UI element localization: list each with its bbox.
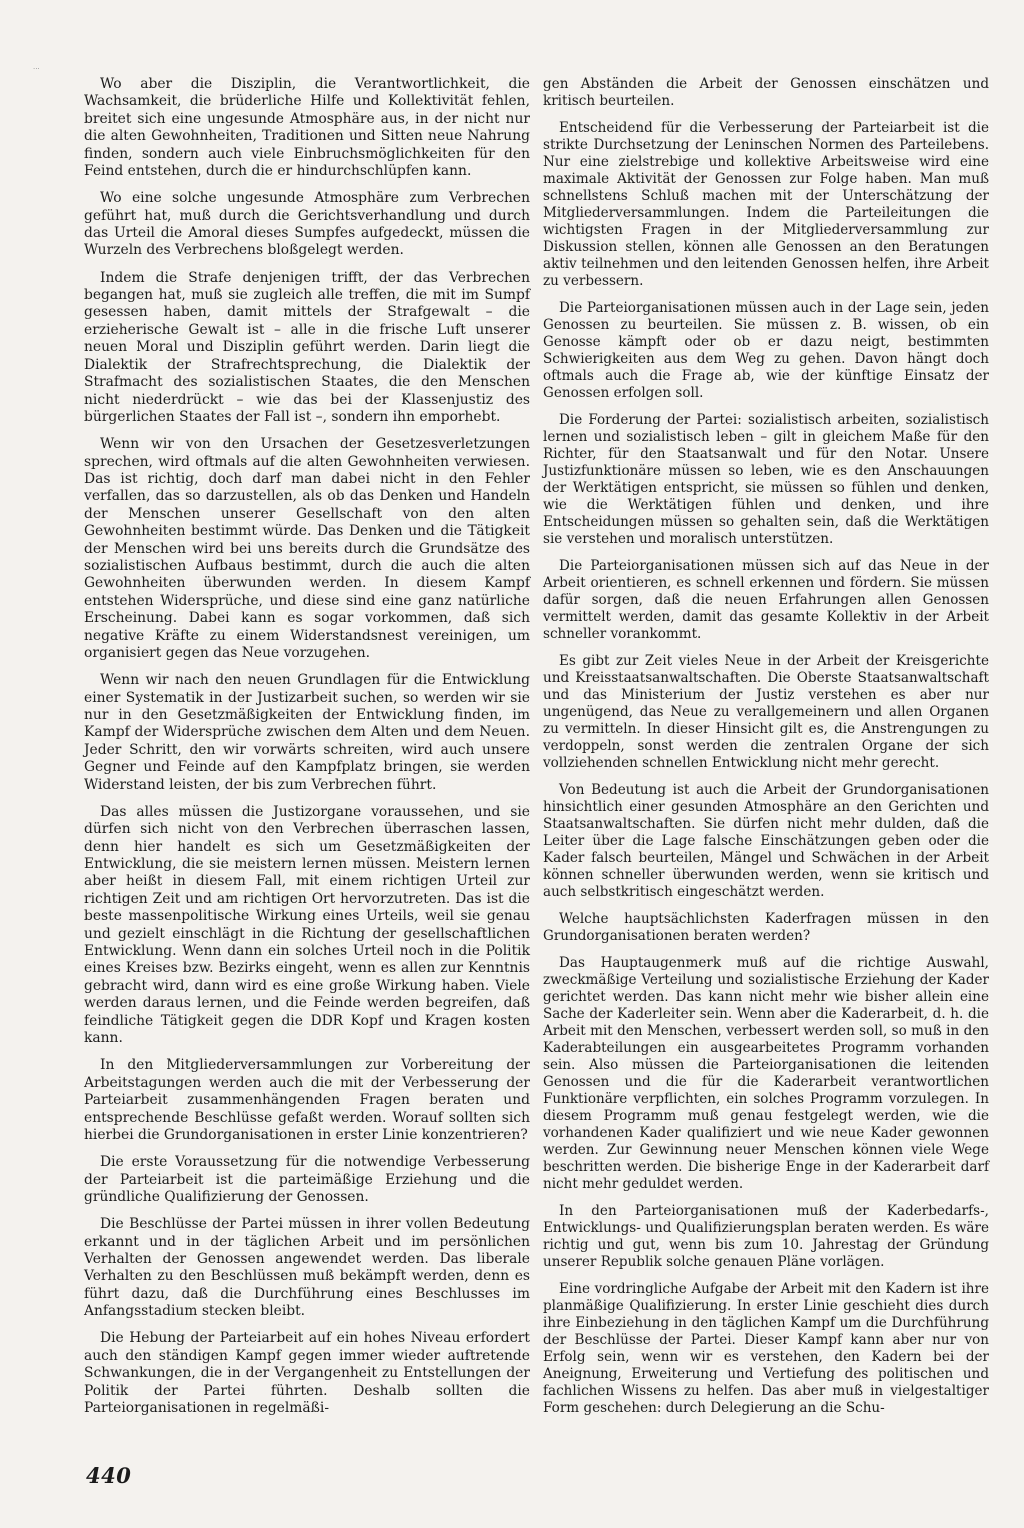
paragraph: Die erste Voraussetzung für die notwendige Verbesserung der Parteiarbeit ist die parteimäßige Erziehung und die gründliche Qualifizierung der Genossen. [84,1154,530,1205]
paragraph: Das Hauptaugenmerk muß auf die richtige Auswahl, zweckmäßige Verteilung und sozialistische Erziehung der Kader gerichtet werden. Das kann nicht mehr wie bisher allein eine Sache der Kaderleiter sein. Wenn aber die Kaderarbeit, d. h. die Arbeit mit den Menschen, verbessert werden soll, so muß in den Kaderabteilungen ein ausgearbeitetes Programm vorhanden sein. Also müssen die Parteiorganisationen die leitenden Genossen und die für die Kaderarbeit verantwortlichen Funktionäre verpflichten, ein solches Programm vorzulegen. In diesem Programm muß genau festgelegt werden, wie die vorhandenen Kader qualifiziert und wie neue Kader gewonnen werden. Zur Gewinnung neuer Menschen können viele Wege beschritten werden. Die bisherige Enge in der Kaderarbeit darf nicht mehr geduldet werden. [543,954,989,1193]
paragraph: In den Mitgliederversammlungen zur Vorbereitung der Arbeitstagungen werden auch die mit der Verbesserung der Parteiarbeit zusammenhängenden Fragen beraten und entsprechende Beschlüsse gefaßt werden. Worauf sollten sich hierbei die Grundorganisationen in erster Linie konzentrieren? [84,1057,530,1143]
paragraph: Die Parteiorganisationen müssen sich auf das Neue in der Arbeit orientieren, es schnell erkennen und fördern. Sie müssen dafür sorgen, daß die neuen Erfahrungen allen Genossen vermittelt werden, damit das gesamte Kollektiv in der Arbeit schneller vorankommt. [543,558,989,643]
right-text-column [543,76,989,1427]
paragraph: Das alles müssen die Justizorgane voraussehen, und sie dürfen sich nicht von den Verbrechen überraschen lassen, denn hier handelt es sich um Gesetzmäßigkeiten der Entwicklung, die sie meistern lernen müssen. Meistern lernen aber heißt in diesem Fall, mit einem richtigen Urteil zur richtigen Zeit und am richtigen Ort hervorzutreten. Das ist die beste massenpolitische Wirkung eines Urteils, weil sie genau und gezielt einschlägt in die Richtung der gesellschaftlichen Entwicklung. Wenn dann ein solches Urteil noch in die Politik eines Kreises bzw. Bezirks eingeht, wenn es allen zur Kenntnis gebracht wird, dann wird es eine große Wirkung haben. Viele werden daraus lernen, und die Feinde werden begreifen, daß feindliche Tätigkeit gegen die DDR Kopf und Kragen kosten kann. [84,803,530,1047]
left-text-column [84,76,530,1427]
paragraph: Entscheidend für die Verbesserung der Parteiarbeit ist die strikte Durchsetzung der Leninschen Normen des Parteilebens. Nur eine zielstrebige und kollektive Arbeitsweise wird eine maximale Aktivität der Genossen zur Folge haben. Man muß schnellstens Schluß machen mit der Unterschätzung der Mitgliederversammlungen. Indem die Parteileitungen die wichtigsten Fragen in der Mitgliederversammlung zur Diskussion stellen, können alle Genossen an den Beratungen aktiv teilnehmen und den leitenden Genossen helfen, ihre Arbeit zu verbessern. [543,119,989,290]
paragraph: Die Beschlüsse der Partei müssen in ihrer vollen Bedeutung erkannt und in der täglichen Arbeit und im persönlichen Verhalten der Genossen angewendet werden. Das liberale Verhalten zu den Beschlüssen muß bekämpft werden, denn es führt dazu, daß die Durchführung eines Beschlusses im Anfangsstadium stecken bleibt. [84,1216,530,1320]
paragraph: Eine vordringliche Aufgabe der Arbeit mit den Kadern ist ihre planmäßige Qualifizierung. In erster Linie geschieht dies durch ihre Einbeziehung in den täglichen Kampf um die Durchführung der Beschlüsse der Partei. Dieser Kampf kann aber nur von Erfolg sein, wenn wir es verstehen, den Kadern bei der Aneignung, Erweiterung und Vertiefung des politischen und fachlichen Wissens zu helfen. Das aber muß in vielgestaltiger Form geschehen: durch Delegierung an die Schu- [543,1281,989,1417]
paragraph: Wenn wir von den Ursachen der Gesetzesverletzungen sprechen, wird oftmals auf die alten Gewohnheiten verwiesen. Das ist richtig, doch darf man dabei nicht in den Fehler verfallen, das so darzustellen, als ob das Denken und Handeln der Menschen unserer Gesellschaft von den alten Gewohnheiten bestimmt würde. Das Denken und die Tätigkeit der Menschen wird bei uns bereits durch die Grundsätze des sozialistischen Aufbaus bestimmt, durch die auch die alten Gewohnheiten überwunden werden. In diesem Kampf entstehen Widersprüche, und diese sind eine ganz natürliche Erscheinung. Dabei kann es sogar vorkommen, daß sich negative Kräfte zu einem Widerstandsnest vereinigen, um organisiert gegen das Neue vorzugehen. [84,436,530,661]
corner-mark: ... [33,63,40,71]
paragraph: Die Parteiorganisationen müssen auch in der Lage sein, jeden Genossen zu beurteilen. Sie müssen z. B. wissen, ob ein Genosse kämpft oder ob er dazu neigt, bestimmten Schwierigkeiten aus dem Weg zu gehen. Davon hängt doch oftmals auch die Frage ab, wie der künftige Einsatz der Genossen erfolgen soll. [543,299,989,402]
paragraph: Die Hebung der Parteiarbeit auf ein hohes Niveau erfordert auch den ständigen Kampf gegen immer wieder auftretende Schwankungen, die in der Vergangenheit zu Entstellungen der Politik der Partei führten. Deshalb sollten die Parteiorganisationen in regelmäßi- [84,1330,530,1417]
page-number: 440 [86,1463,132,1488]
paragraph: Die Forderung der Partei: sozialistisch arbeiten, sozialistisch lernen und sozialistisch leben – gilt in gleichem Maße für den Richter, für den Staatsanwalt und für den Notar. Unsere Justizfunktionäre müssen so leben, wie es den Anschauungen der Werktätigen entspricht, sie müssen so fühlen und denken, wie die Werktätigen fühlen und denken, und ihre Entscheidungen müssen so gehalten sein, daß die Werktätigen sie verstehen und moralisch unterstützen. [543,411,989,548]
paragraph: In den Parteiorganisationen muß der Kaderbedarfs-, Entwicklungs- und Qualifizierungsplan beraten werden. Es wäre richtig und gut, wenn bis zum 10. Jahrestag der Gründung unserer Republik solche genauen Pläne vorlägen. [543,1203,989,1271]
paragraph: Wo eine solche ungesunde Atmosphäre zum Verbrechen geführt hat, muß durch die Gerichtsverhandlung und durch das Urteil die Amoral dieses Sumpfes aufgedeckt, müssen die Wurzeln des Verbrechens bloßgelegt werden. [84,190,530,259]
paragraph: Welche hauptsächlichsten Kaderfragen müssen in den Grundorganisationen beraten werden? [543,910,989,945]
paragraph: Von Bedeutung ist auch die Arbeit der Grundorganisationen hinsichtlich einer gesunden Atmosphäre an den Gerichten und Staatsanwaltschaften. Sie dürfen nicht mehr dulden, daß die Leiter über die Lage falsche Einschätzungen geben oder die Kader falsch beurteilen, Mängel und Schwächen in der Arbeit können schneller überwunden werden, wenn sie kritisch und auch selbstkritisch eingeschätzt werden. [543,781,989,901]
paragraph: Wo aber die Disziplin, die Verantwortlichkeit, die Wachsamkeit, die brüderliche Hilfe und Kollektivität fehlen, breitet sich eine ungesunde Atmosphäre aus, in der nicht nur die alten Gewohnheiten, Traditionen und Sitten neue Nahrung finden, sondern auch viele Einbruchsmöglichkeiten für den Feind entstehen, durch die er hindurchschlüpfen kann. [84,76,530,180]
paragraph: Indem die Strafe denjenigen trifft, der das Verbrechen begangen hat, muß sie zugleich alle treffen, die mit im Sumpf gesessen haben, damit mittels der Strafgewalt – die erzieherische Gewalt ist – alle in die frische Luft unserer neuen Moral und Disziplin geführt werden. Darin liegt die Dialektik der Strafrechtsprechung, die Dialektik der Strafmacht des sozialistischen Staates, die den Menschen nicht niederdrückt – wie das bei der Klassenjustiz des bürgerlichen Staates der Fall ist –, sondern ihn emporhebt. [84,269,530,425]
paragraph: Wenn wir nach den neuen Grundlagen für die Entwicklung einer Systematik in der Justizarbeit suchen, so werden wir sie nur in den Gesetzmäßigkeiten der Entwicklung finden, im Kampf der Widersprüche zwischen dem Alten und dem Neuen. Jeder Schritt, den wir vorwärts schreiten, wird auch unsere Gegner und Feinde auf den Kampfplatz bringen, sie werden Widerstand leisten, der bis zum Verbrechen führt. [84,672,530,793]
paragraph: Es gibt zur Zeit vieles Neue in der Arbeit der Kreisgerichte und Kreisstaatsanwaltschaften. Die Oberste Staatsanwaltschaft und das Ministerium der Justiz verstehen es aber nur ungenügend, das Neue zu verallgemeinern und allen Organen zu vermitteln. In dieser Hinsicht gilt es, die Anstrengungen zu verdoppeln, sonst werden die zentralen Organe der sich vollziehenden schnellen Entwicklung nicht mehr gerecht. [543,652,989,772]
paragraph: gen Abständen die Arbeit der Genossen einschätzen und kritisch beurteilen. [543,76,989,110]
